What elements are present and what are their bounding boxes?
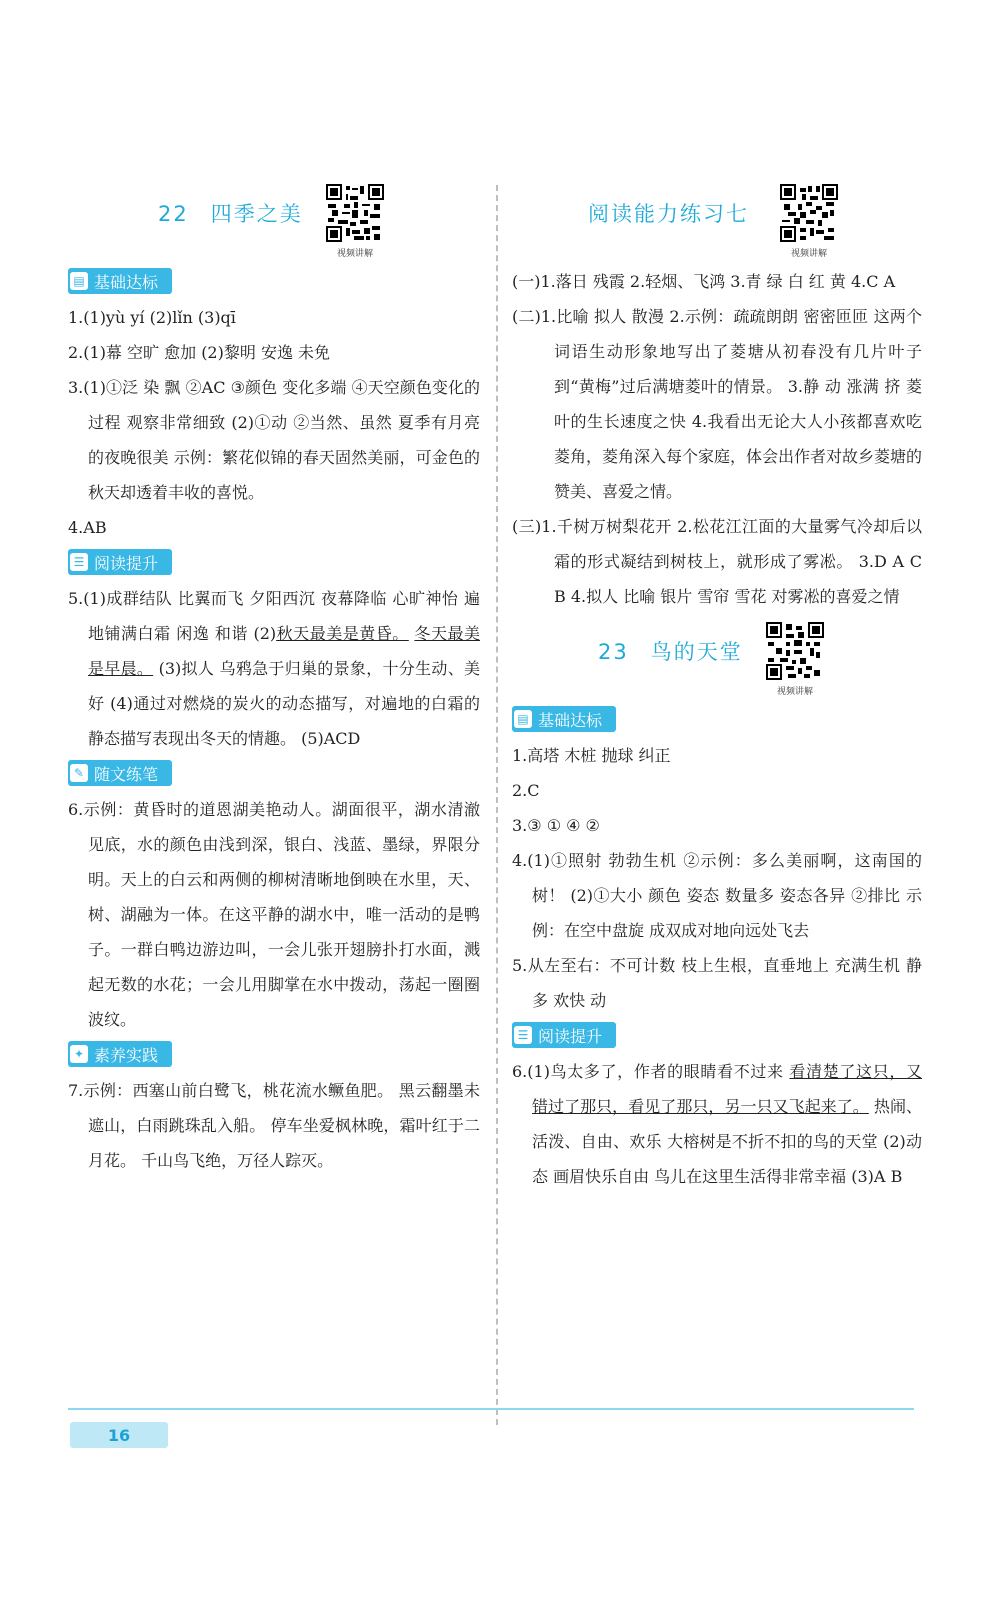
qr-caption: 视频讲解: [776, 687, 813, 697]
footer-rule: [68, 1408, 914, 1410]
column-divider: [496, 185, 498, 1425]
page-number: [70, 1422, 168, 1448]
answer-1: 1.高塔 木桩 抛球 纠正: [512, 746, 671, 765]
exercise-7-header: [512, 180, 922, 264]
tag-label: 素养实践: [94, 1045, 159, 1065]
answers-basic: [68, 300, 480, 545]
answer-6-part-a: 6.(1)鸟太多了，作者的眼睛看不过来: [512, 1062, 790, 1081]
answers-practice: [68, 1073, 480, 1178]
exercise-title: 阅读能力练习七: [588, 202, 749, 226]
tag-practice: [68, 1041, 172, 1067]
book-icon: ▤: [70, 272, 88, 290]
tag-writing: [68, 760, 172, 786]
answer-6-part-b: 热闹、活泼、自由、欢乐 大榕树是不折不扣的鸟的天堂 (2)动态 画眉快乐自由 鸟儿在这里生活得非常幸福 (3)A B: [532, 1097, 922, 1186]
tag-label: 阅读提升: [94, 553, 159, 573]
lesson-number: 22: [158, 202, 189, 226]
answer-7: 7.示例：西塞山前白鹭飞，桃花流水鳜鱼肥。 黑云翻墨未遮山，白雨跳珠乱入船。 停车坐爱枫林晚，霜叶红于二月花。 千山鸟飞绝，万径人踪灭。: [68, 1081, 480, 1170]
qr-code-icon[interactable]: [766, 622, 824, 680]
tag-label: 基础达标: [94, 272, 159, 292]
qr-caption: 视频讲解: [336, 249, 373, 259]
qr-code-icon[interactable]: [326, 184, 384, 242]
answer-3: 3.③ ① ④ ②: [512, 816, 600, 835]
answer-4: 4.AB: [68, 518, 107, 537]
left-column: [68, 180, 480, 1178]
answers-basic: [512, 738, 922, 1018]
tag-label: 基础达标: [538, 710, 603, 730]
answer-5-underline-2: 冬天最美是早晨。: [88, 624, 480, 678]
lesson-22-title: [158, 198, 303, 228]
lesson-22-header: [68, 180, 480, 264]
answers-writing: [68, 792, 480, 1037]
lesson-number: 23: [598, 640, 629, 664]
qr-code-icon[interactable]: [780, 184, 838, 242]
tag-reading: [512, 1022, 616, 1048]
part-2: (二)1.比喻 拟人 散漫 2.示例：疏疏朗朗 密密匝匝 这两个词语生动形象地写出了菱塘从初春没有几片叶子到“黄梅”过后满塘菱叶的情景。 3.静 动 涨满 挤 菱叶的生长速度之快 4.我看出无论大人小孩都喜欢吃菱角，菱角深入每个家庭，体会出作者对故乡菱塘的赞美、喜爱之情。: [512, 307, 923, 501]
part-3: (三)1.千树万树梨花开 2.松花江江面的大量雾气冷却后以霜的形式凝结到树枝上，就形成了雾凇。 3.D A C B 4.拟人 比喻 银片 雪帘 雪花 对雾凇的喜爱之情: [512, 517, 922, 606]
answer-3: 3.(1)①泛 染 飘 ②AC ③颜色 变化多端 ④天空颜色变化的过程 观察非常细致 (2)①动 ②当然、虽然 夏季有月亮的夜晚很美 示例：繁花似锦的春天固然美丽，可金色的秋天却透着丰收的喜悦。: [68, 378, 480, 502]
answer-2: 2.C: [512, 781, 540, 800]
lesson-23-title: [598, 636, 743, 666]
answer-5-underline-1: 秋天最美是黄昏。: [276, 624, 409, 643]
answer-5: 5.从左至右：不可计数 枝上生根，直垂地上 充满生机 静 多 欢快 动: [512, 956, 922, 1010]
part-1: (一)1.落日 残霞 2.轻烟、飞鸿 3.青 绿 白 红 黄 4.C A: [512, 272, 896, 291]
pen-icon: ✎: [70, 764, 88, 782]
lesson-23-header: [512, 618, 922, 702]
answer-4: 4.(1)①照射 勃勃生机 ②示例：多么美丽啊，这南国的树！ (2)①大小 颜色 姿态 数量多 姿态各异 ②排比 示例：在空中盘旋 成双成对地向远处飞去: [512, 851, 922, 940]
bulb-icon: ✦: [70, 1045, 88, 1063]
answer-2: 2.(1)幕 空旷 愈加 (2)黎明 安逸 未免: [68, 343, 331, 362]
read-icon: ☰: [514, 1026, 532, 1044]
answer-6: [512, 1054, 922, 1194]
right-column: [512, 180, 922, 1194]
tag-label: 随文练笔: [94, 764, 159, 784]
answers-reading: [512, 1054, 922, 1194]
page-number-text: 16: [107, 1425, 131, 1445]
answers-exercise-7: [512, 264, 922, 614]
answer-6: 6.示例：黄昏时的道恩湖美艳动人。湖面很平，湖水清澈见底，水的颜色由浅到深，银白、浅蓝、墨绿，界限分明。天上的白云和两侧的柳树清晰地倒映在水里，天、树、湖融为一体。在这平静的湖水中，唯一活动的是鸭子。一群白鸭边游边叫，一会儿张开翅膀扑打水面，溅起无数的水花；一会儿用脚掌在水中拨动，荡起一圈圈波纹。: [68, 800, 480, 1029]
tag-label: 阅读提升: [538, 1026, 603, 1046]
tag-reading: [68, 549, 172, 575]
read-icon: ☰: [70, 553, 88, 571]
lesson-title: 四季之美: [210, 202, 303, 226]
tag-basic: [512, 706, 616, 732]
lesson-title: 鸟的天堂: [650, 640, 743, 664]
tag-basic: [68, 268, 172, 294]
answer-5-part-b: (3)拟人 乌鸦急于归巢的景象，十分生动、美好 (4)通过对燃烧的炭火的动态描写，对遍地的白霜的静态描写表现出冬天的情趣。 (5)ACD: [88, 659, 480, 748]
answers-reading: [68, 581, 480, 756]
qr-caption: 视频讲解: [790, 249, 827, 259]
answer-6-underline: 看清楚了这只，又错过了那只，看见了那只，另一只又飞起来了。: [532, 1062, 922, 1116]
book-icon: ▤: [514, 710, 532, 728]
answer-5: [68, 581, 480, 756]
answer-5-part-a: 5.(1)成群结队 比翼而飞 夕阳西沉 夜幕降临 心旷神怡 遍地铺满白霜 闲逸 和谐 (2): [68, 589, 480, 643]
answer-1: 1.(1)yù yí (2)lǐn (3)qī: [68, 308, 236, 327]
